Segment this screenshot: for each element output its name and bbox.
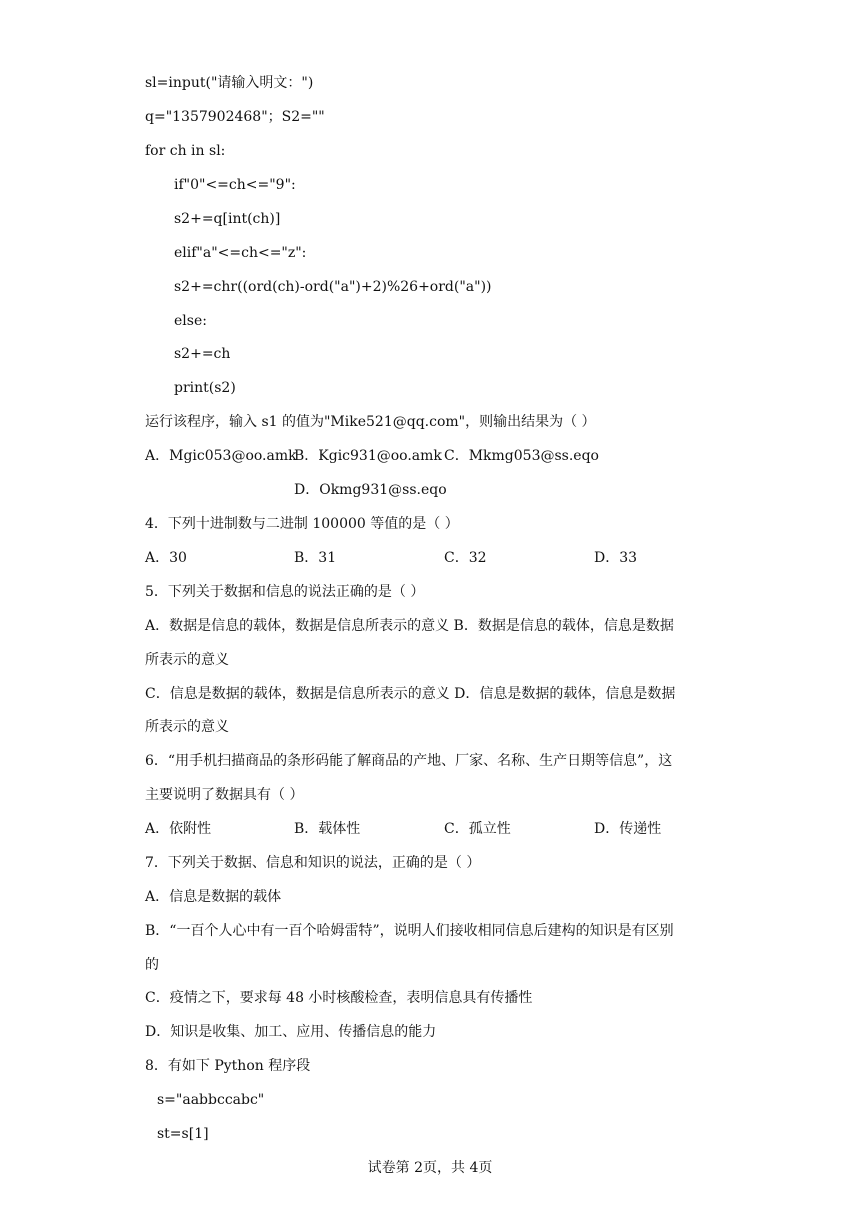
question-6-option-a: A．依附性 — [145, 821, 212, 837]
question-6-option-c: C．孤立性 — [444, 821, 511, 837]
question-7-stem: 7．下列关于数据、信息和知识的说法，正确的是（ ） — [145, 855, 481, 871]
question-4-option-c: C．32 — [444, 550, 487, 566]
question-5-line: A．数据是信息的载体，数据是信息所表示的意义 B．数据是信息的载体，信息是数据 — [145, 618, 674, 634]
question-3-option-a: A．Mgic053@oo.amk — [145, 448, 297, 464]
code-line: else: — [174, 313, 207, 329]
question-4-option-b: B．31 — [294, 550, 337, 566]
question-6-stem-cont: 主要说明了数据具有（ ） — [145, 787, 304, 803]
code-line: st=s[1] — [157, 1126, 209, 1142]
question-4-option-d: D．33 — [594, 550, 638, 566]
question-3-option-b: B．Kgic931@oo.amk — [294, 448, 442, 464]
question-5-line: 所表示的意义 — [145, 719, 229, 735]
code-line: q="1357902468"；S2="" — [145, 109, 325, 125]
question-5-stem: 5．下列关于数据和信息的说法正确的是（ ） — [145, 584, 425, 600]
question-7-option-b-cont: 的 — [145, 957, 159, 973]
code-line: for ch in sl: — [145, 143, 226, 159]
code-line: if"0"<=ch<="9": — [174, 177, 296, 193]
question-7-option-b: B．“一百个人心中有一百个哈姆雷特”，说明人们接收相同信息后建构的知识是有区别 — [145, 923, 674, 939]
question-6-stem: 6．“用手机扫描商品的条形码能了解商品的产地、厂家、名称、生产日期等信息”，这 — [145, 753, 673, 769]
code-line: elif"a"<=ch<="z": — [174, 245, 307, 261]
question-3-stem: 运行该程序，输入 s1 的值为"Mike521@qq.com"，则输出结果为（ ） — [145, 414, 596, 430]
page-footer: 试卷第 2页，共 4页 — [367, 1160, 493, 1176]
question-4-stem: 4．下列十进制数与二进制 100000 等值的是（ ） — [145, 516, 459, 532]
question-3-option-d: D．Okmg931@ss.eqo — [294, 482, 447, 498]
question-5-line: C．信息是数据的载体，数据是信息所表示的意义 D．信息是数据的载体，信息是数据 — [145, 686, 676, 702]
question-7-option-c: C．疫情之下，要求每 48 小时核酸检查，表明信息具有传播性 — [145, 990, 533, 1006]
question-4-option-a: A．30 — [145, 550, 187, 566]
code-line: sl=input("请输入明文：") — [145, 75, 314, 91]
code-line: s2+=ch — [174, 346, 231, 362]
question-6-option-d: D．传递性 — [594, 821, 662, 837]
question-6-option-b: B．载体性 — [294, 821, 361, 837]
code-line: print(s2) — [174, 380, 236, 396]
code-line: s2+=chr((ord(ch)-ord("a")+2)%26+ord("a")) — [174, 279, 492, 295]
code-line: s="aabbccabc" — [157, 1092, 265, 1108]
question-5-line: 所表示的意义 — [145, 652, 229, 668]
question-7-option-d: D．知识是收集、加工、应用、传播信息的能力 — [145, 1024, 437, 1040]
question-7-option-a: A．信息是数据的载体 — [145, 889, 282, 905]
question-8-stem: 8．有如下 Python 程序段 — [145, 1058, 311, 1074]
code-line: s2+=q[int(ch)] — [174, 211, 281, 227]
question-3-option-c: C．Mkmg053@ss.eqo — [444, 448, 599, 464]
